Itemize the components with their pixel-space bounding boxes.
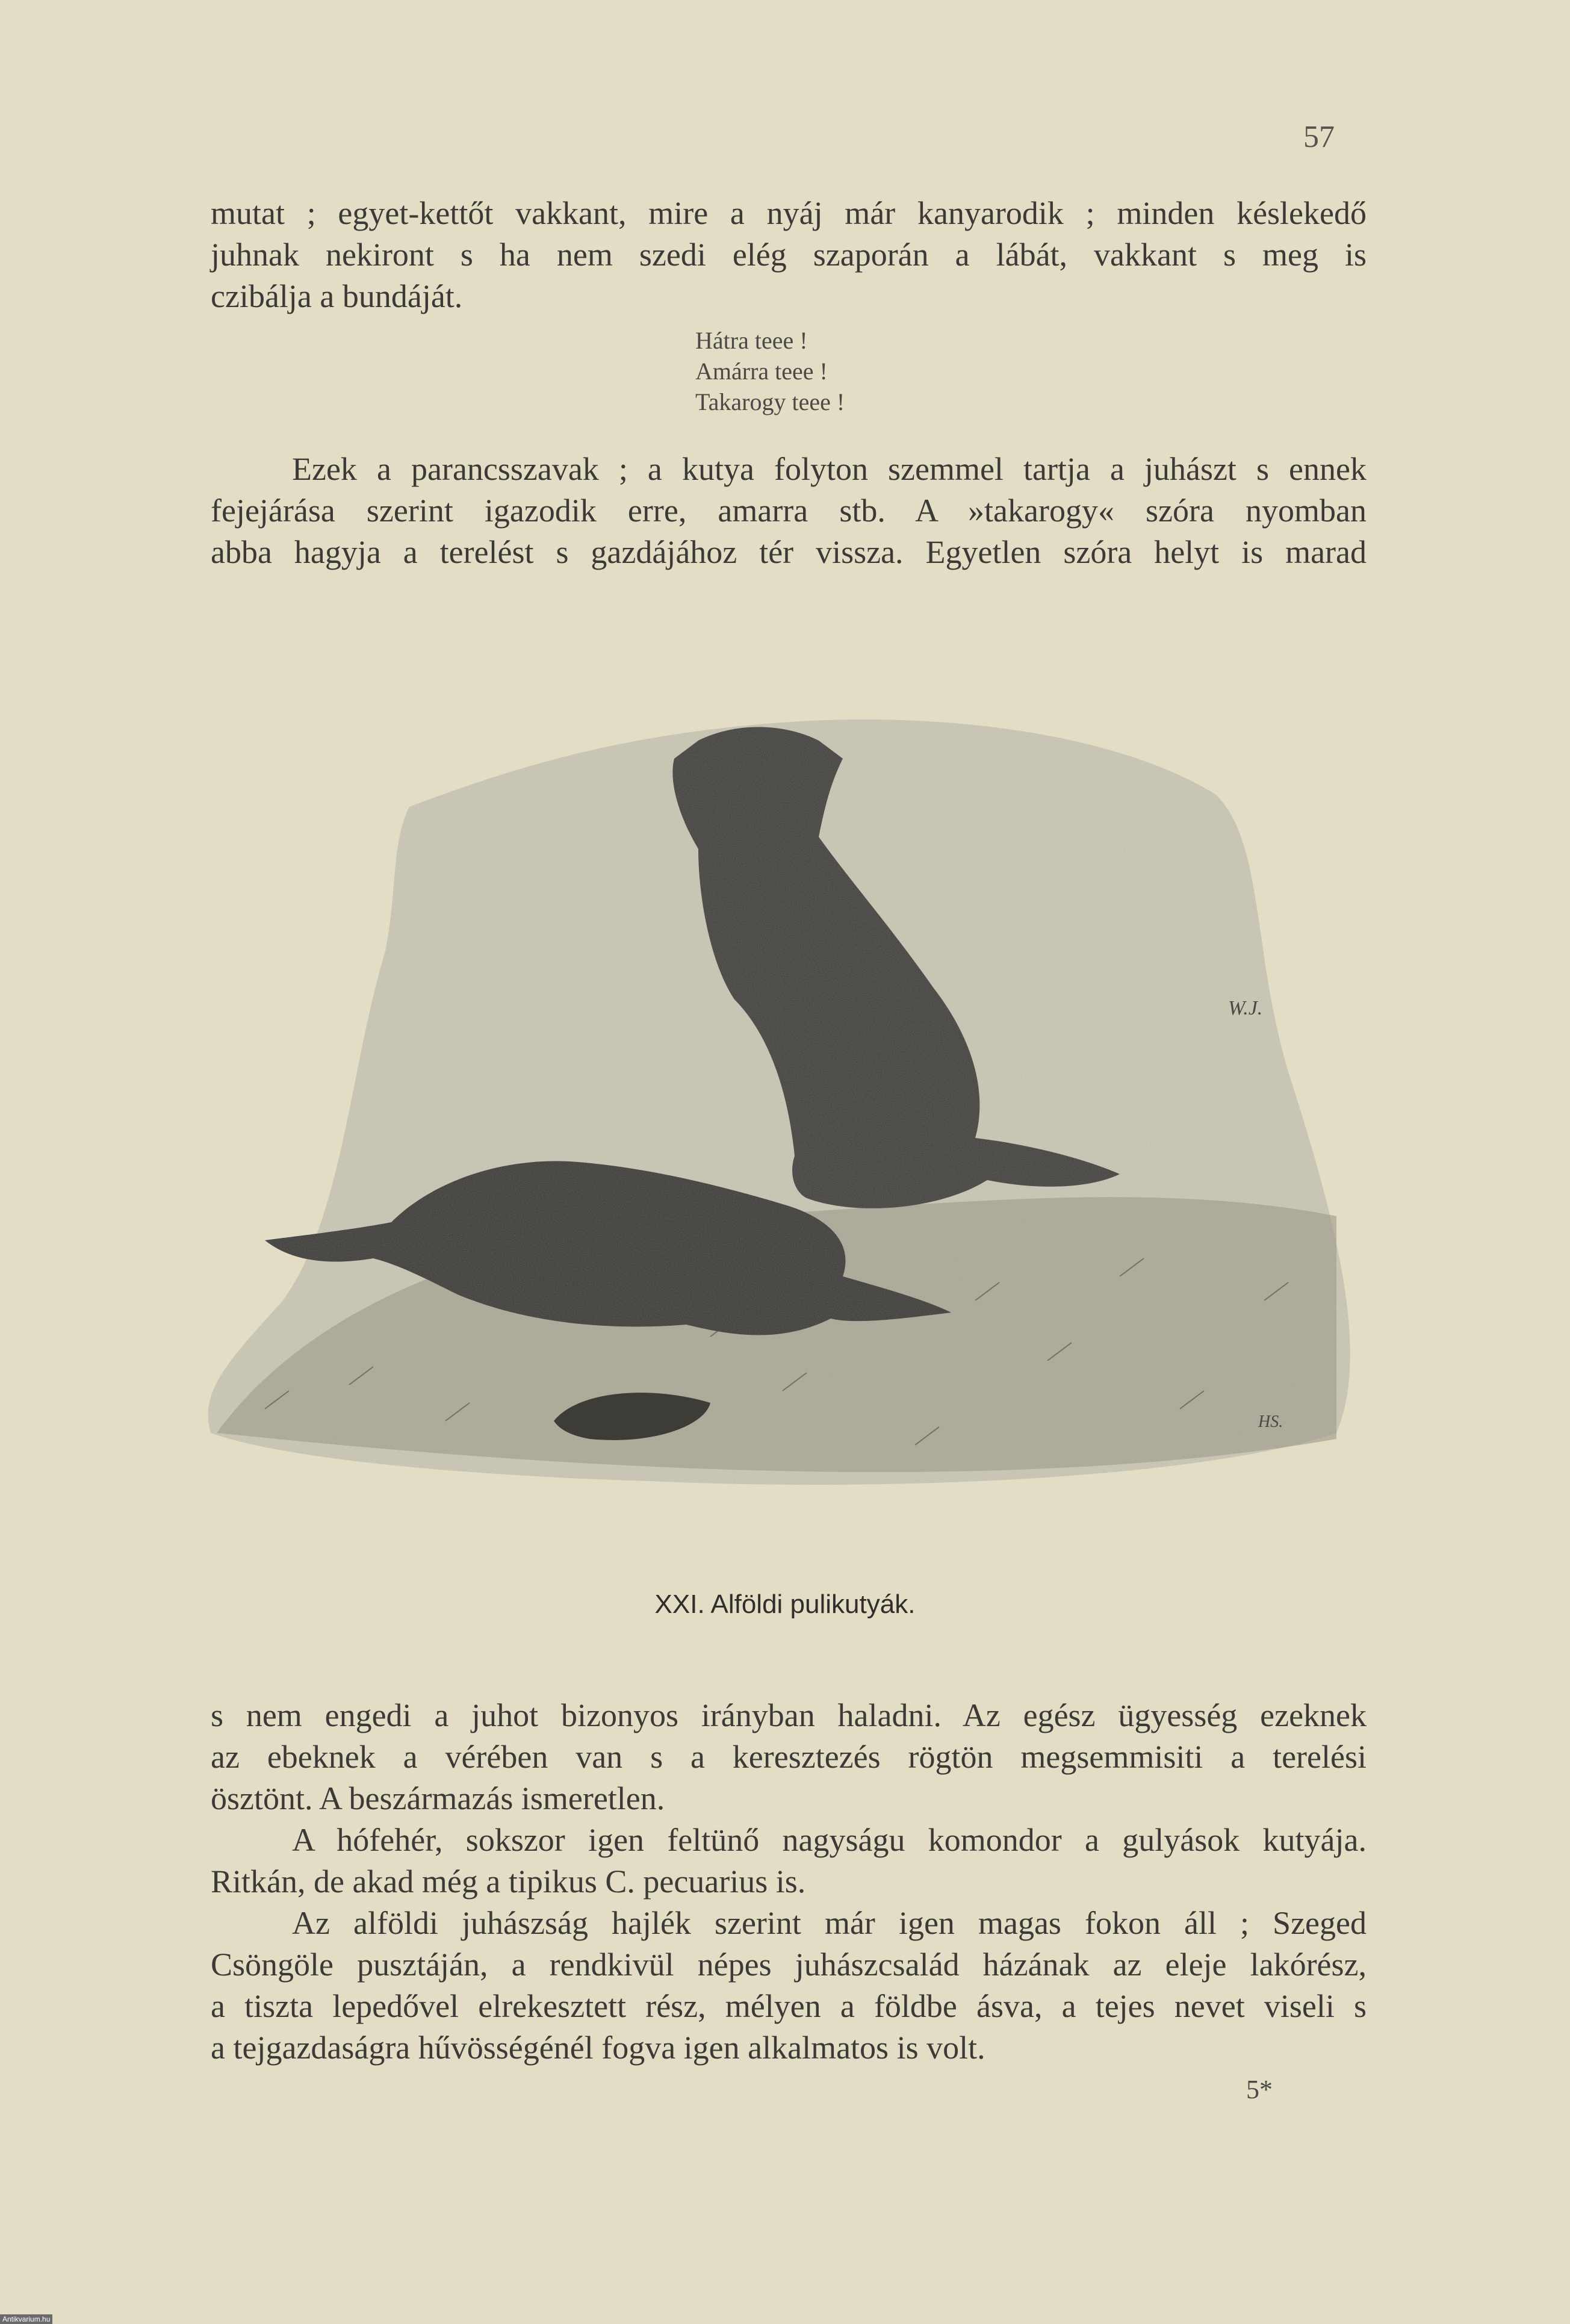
text-line: Csöngöle pusztáján, a rendkivül népes juhászcsalád házának az eleje lakórész, bbox=[211, 1947, 1367, 1983]
verse-line: Amárra teee ! bbox=[695, 358, 828, 385]
text-line: mutat ; egyet-kettőt vakkant, mire a nyáj már kanyarodik ; minden késlekedő bbox=[211, 195, 1367, 231]
text-line: Az alföldi juhászság hajlék szerint már igen magas fokon áll ; Szeged bbox=[292, 1905, 1367, 1941]
page-number: 57 bbox=[1303, 120, 1335, 154]
text-line: abba hagyja a terelést s gazdájához tér vissza. Egyetlen szóra helyt is marad bbox=[211, 534, 1367, 570]
bottom-paragraph-2 bbox=[211, 1819, 1367, 1903]
text-line: Ritkán, de akad még a tipikus C. pecuarius is. bbox=[211, 1863, 806, 1900]
bottom-paragraph-1 bbox=[211, 1695, 1367, 1819]
text-line: s nem engedi a juhot bizonyos irányban haladni. Az egész ügyesség ezeknek bbox=[211, 1697, 1367, 1733]
text-line: czibálja a bundáját. bbox=[211, 278, 463, 314]
watermark-label: Antikvarium.hu bbox=[0, 2314, 52, 2324]
dogs-illustration bbox=[193, 698, 1385, 1517]
artist-monogram-top: W.J. bbox=[1228, 997, 1263, 1019]
verse-line: Hátra teee ! bbox=[695, 327, 808, 354]
text-line: ösztönt. A beszármazás ismeretlen. bbox=[211, 1780, 665, 1816]
text-line: a tiszta lepedővel elrekesztett rész, mélyen a földbe ásva, a tejes nevet viseli s bbox=[211, 1988, 1367, 2024]
text-line: fejejárása szerint igazodik erre, amarra stb. A »takarogy« szóra nyomban bbox=[211, 492, 1367, 529]
text-line: a tejgazdaságra hűvösségénél fogva igen alkalmatos is volt. bbox=[211, 2030, 985, 2066]
bottom-paragraph-3 bbox=[211, 1903, 1367, 2069]
printer-signature: 5* bbox=[1246, 2075, 1273, 2104]
top-paragraph bbox=[211, 193, 1367, 317]
verse-line: Takarogy teee ! bbox=[695, 388, 845, 415]
verse-commands bbox=[695, 325, 845, 417]
text-line: A hófehér, sokszor igen feltünő nagyságu komondor a gulyások kutyája. bbox=[292, 1822, 1367, 1858]
second-paragraph bbox=[211, 449, 1367, 573]
text-line: Ezek a parancsszavak ; a kutya folyton szemmel tartja a juhászt s ennek bbox=[292, 451, 1367, 487]
figure-caption: XXI. Alföldi pulikutyák. bbox=[654, 1589, 916, 1619]
text-line: juhnak nekiront s ha nem szedi elég szaporán a lábát, vakkant s meg is bbox=[211, 237, 1367, 273]
text-line: az ebeknek a vérében van s a keresztezés rögtön megsemmisiti a terelési bbox=[211, 1739, 1367, 1775]
artist-monogram-bottom: HS. bbox=[1258, 1412, 1283, 1431]
